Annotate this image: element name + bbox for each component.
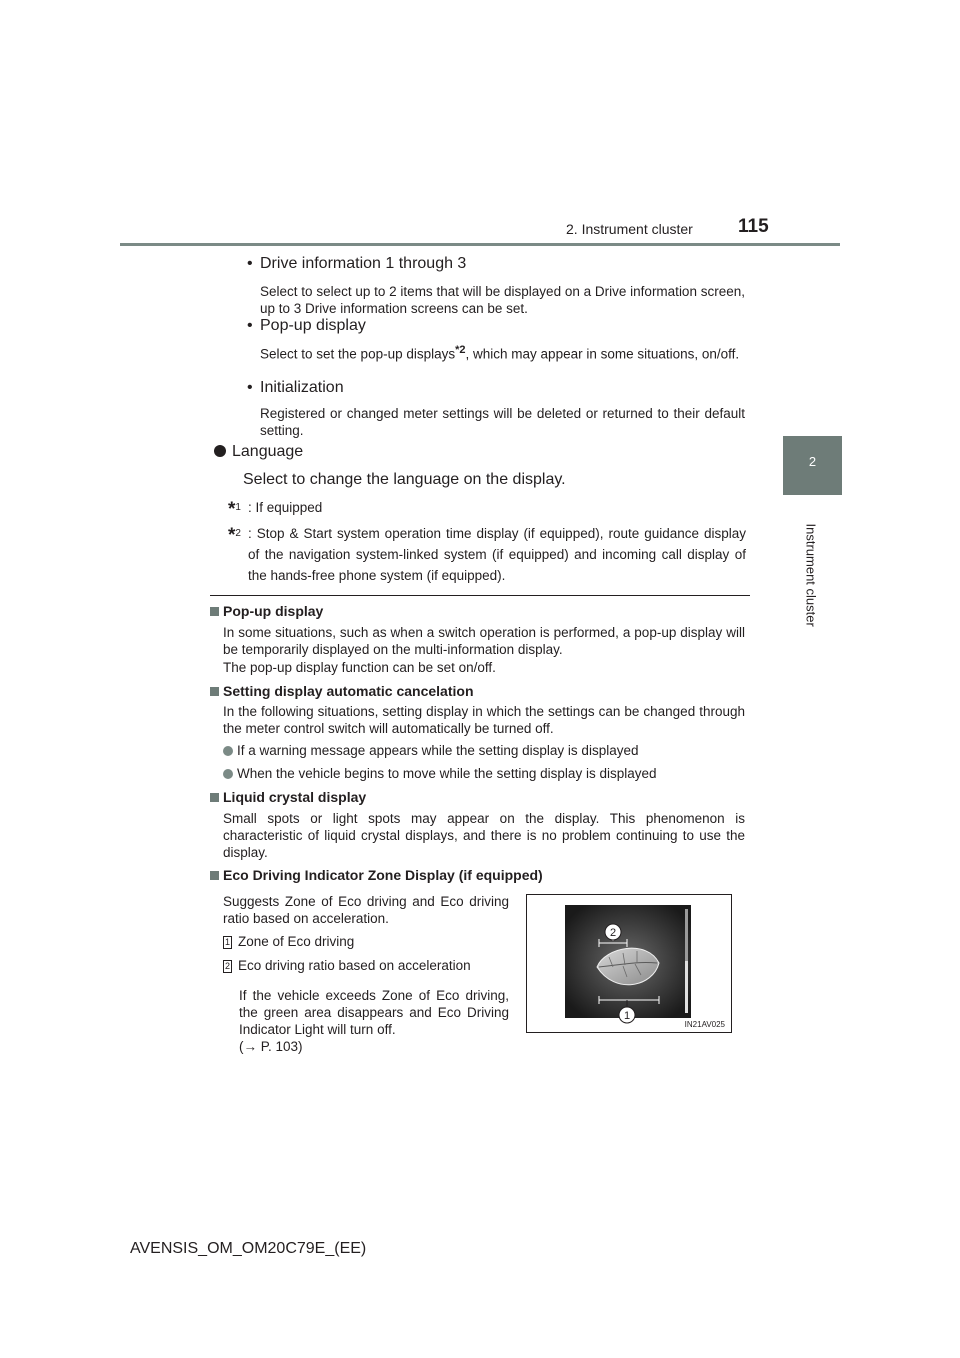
footnote-text: : If equipped bbox=[248, 500, 323, 515]
note-title-cancel: Setting display automatic cancelation bbox=[210, 683, 474, 699]
sub-item-desc bbox=[260, 342, 745, 363]
list-item: When the vehicle begins to move while the setting display is displayed bbox=[223, 766, 656, 781]
list-item: If a warning message appears while the setting display is displayed bbox=[223, 743, 638, 758]
eco-note: If the vehicle exceeds Zone of Eco driving, the green area disappears and Eco Driving Indicator Light will turn off. (→ P. 103) bbox=[239, 988, 509, 1054]
note-body-popup: In some situations, such as when a switch operation is performed, a pop-up display will be temporarily displayed on the multi-information display. bbox=[223, 625, 745, 657]
sub-item-desc: Registered or changed meter settings will be deleted or returned to their default setting. bbox=[260, 406, 745, 438]
desc-text: Select to set the pop-up displays bbox=[260, 346, 456, 362]
figure-code: IN21AV025 bbox=[684, 1020, 725, 1029]
footnote-mark: *$^2$ bbox=[228, 525, 241, 546]
sub-item-title: Initialization bbox=[260, 379, 344, 396]
bullet-dot-icon bbox=[214, 445, 226, 457]
note-body-popup-2: The pop-up display function can be set on/off. bbox=[223, 660, 496, 675]
note-title-popup: Pop-up display bbox=[210, 603, 323, 619]
footnote-mark: *$^1$ bbox=[228, 499, 241, 520]
chapter-tab: 2 bbox=[783, 436, 842, 495]
footnote-1 bbox=[228, 497, 746, 518]
page-number: 115 bbox=[738, 216, 769, 237]
bullet: • bbox=[247, 379, 253, 396]
note-body-lcd: Small spots or light spots may appear on the display. This phenomenon is characteristic of liquid crystal displays, and there is no problem continuing to use the display. bbox=[223, 811, 745, 860]
sub-item-title: Pop-up display bbox=[260, 317, 366, 334]
sub-item-title: Drive information 1 through 3 bbox=[260, 255, 467, 272]
chapter-tab-label: Instrument cluster bbox=[803, 523, 819, 627]
language-item bbox=[214, 443, 303, 461]
callout-2-label: 2 bbox=[609, 927, 617, 939]
sub-item-drive-information bbox=[247, 255, 466, 273]
header-rule bbox=[120, 243, 840, 246]
eco-indicator-figure bbox=[526, 894, 732, 1033]
footnote-ref: *2 bbox=[455, 344, 466, 356]
note-body-cancel: In the following situations, setting display in which the settings can be changed through the meter control switch will automatically be turned off. bbox=[223, 704, 745, 736]
footer-doc-code: AVENSIS_OM_OM20C79E_(EE) bbox=[130, 1240, 367, 1257]
footnote-text: : Stop & Start system operation time display (if equipped), route guidance display of the navigation system-linked system (if equipped) and incoming call display of the hands-free phone system (if equipped). bbox=[248, 526, 746, 583]
footnote-2 bbox=[228, 523, 746, 586]
bullet-dot-icon bbox=[223, 769, 233, 779]
note-title-lcd: Liquid crystal display bbox=[210, 789, 366, 805]
callout-number: 1 bbox=[224, 937, 230, 947]
desc-text: , which may appear in some situations, on/off. bbox=[465, 346, 740, 362]
square-bullet-icon bbox=[210, 793, 219, 802]
eco-item-1: 1 Zone of Eco driving bbox=[224, 934, 355, 949]
eco-indicator-illustration bbox=[527, 895, 733, 1034]
square-bullet-icon bbox=[210, 871, 219, 880]
ratio-bar-fill bbox=[685, 961, 688, 1013]
language-desc: Select to change the language on the display. bbox=[243, 471, 566, 488]
bullet: • bbox=[247, 317, 253, 334]
page-reference: (→ P. 103) bbox=[239, 1039, 303, 1054]
language-title: Language bbox=[232, 443, 304, 460]
sub-item-desc: Select to select up to 2 items that will be displayed on a Drive information screen, up to 3 Drive information screens can be set. bbox=[260, 284, 745, 316]
bullet: • bbox=[247, 255, 253, 272]
note-title-eco: Eco Driving Indicator Zone Display (if equipped) bbox=[210, 867, 543, 883]
sub-item-initialization bbox=[247, 379, 344, 397]
square-bullet-icon bbox=[210, 687, 219, 696]
section-divider bbox=[210, 595, 750, 596]
callout-number: 2 bbox=[224, 961, 230, 971]
sub-item-popup-display bbox=[247, 317, 366, 335]
eco-intro: Suggests Zone of Eco driving and Eco driving ratio based on acceleration. bbox=[223, 894, 509, 926]
bullet-dot-icon bbox=[223, 746, 233, 756]
section-title: 2. Instrument cluster bbox=[566, 221, 693, 237]
callout-1-label: 1 bbox=[623, 1010, 631, 1022]
square-bullet-icon bbox=[210, 607, 219, 616]
eco-item-2: 2 Eco driving ratio based on acceleration bbox=[224, 958, 471, 973]
